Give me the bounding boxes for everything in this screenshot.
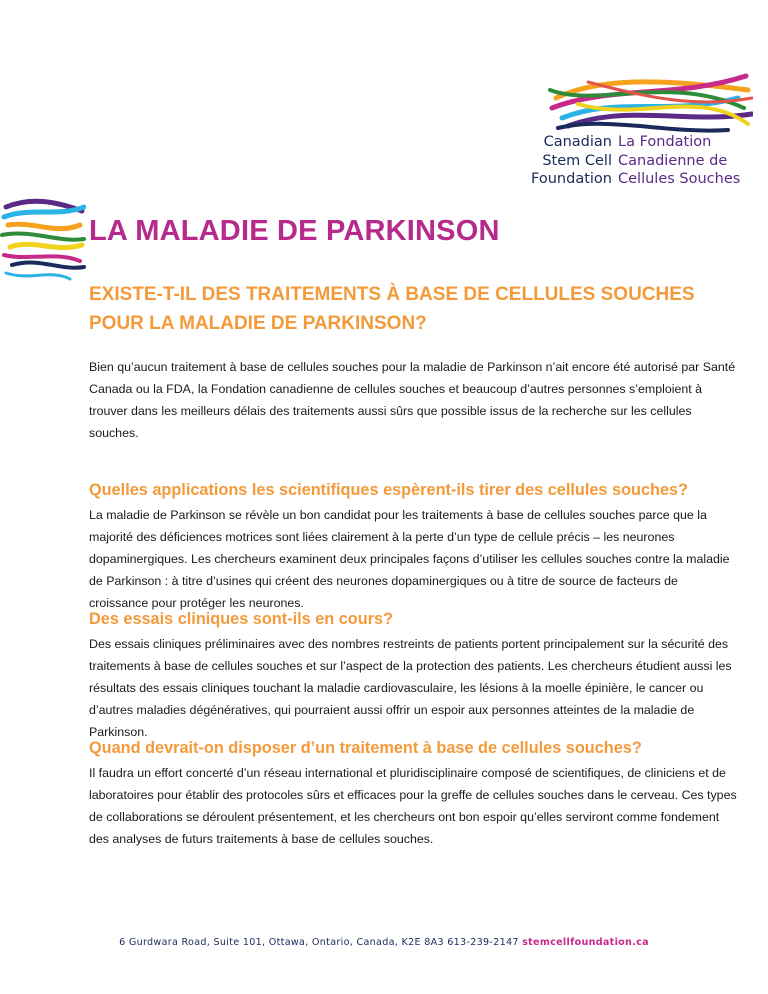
logo-fr-line-2: Canadienne de bbox=[618, 152, 728, 169]
footer-website-link[interactable]: stemcellfoundation.ca bbox=[522, 937, 649, 948]
section-body-timeline: Il faudra un effort concerté d’un réseau international et pluridisciplinaire composé de scientifiques, de cliniciens et de laboratoires pour établir des protocoles sûrs et efficaces pour la greffe de cellules souches dans le cerveau. Ces types de collaborations se déroulent présentement, et les chercheurs ont bon espoir qu’elles serviront comme fondement des analyses de futurs traitements à base de cellules souches. bbox=[89, 766, 737, 846]
section-heading-clinical-trials: Des essais cliniques sont-ils en cours? bbox=[89, 610, 394, 628]
logo-fr-line-1: La Fondation bbox=[618, 134, 712, 150]
intro-paragraph: Bien qu’aucun traitement à base de cellules souches pour la maladie de Parkinson n’ait encore été autorisé par Santé Canada ou la FDA, la Fondation canadienne de cellules souches et beaucoup d’autres personnes s’emploient à trouver dans les meilleurs délais des traitements aussi sûrs que possible issus de la recherche sur les cellules souches. bbox=[89, 360, 736, 440]
footer-address: 6 Gurdwara Road, Suite 101, Ottawa, Ontario, Canada, K2E 8A3 613-239-2147 bbox=[119, 937, 519, 948]
logo-en-line-2: Stem Cell bbox=[542, 152, 612, 169]
page-subtitle: EXISTE-T-IL DES TRAITEMENTS À BASE DE CELLULES SOUCHES POUR LA MALADIE DE PARKINSON? bbox=[89, 284, 695, 334]
logo-en-line-1: Canadian bbox=[543, 134, 612, 150]
side-ribbon-decoration bbox=[0, 195, 86, 285]
logo-en-line-3: Foundation bbox=[531, 171, 612, 187]
logo-row-2 bbox=[530, 152, 750, 171]
section-body-applications: La maladie de Parkinson se révèle un bon candidat pour les traitements à base de cellules souches parce que la majorité des déficiences motrices sont liées clairement à la perte d’un type de cellule précis – les neurones dopaminergiques. Les chercheurs examinent deux principales façons d’utiliser les cellules souches contre la maladie de Parkinson : à titre d’usines qui créent des neurones dopaminergiques ou à titre de source de facteurs de croissance pour protéger les neurones. bbox=[89, 508, 730, 610]
logo-row-1 bbox=[530, 133, 750, 152]
foundation-logo-ribbons bbox=[548, 68, 753, 140]
section-heading-timeline: Quand devrait-on disposer d’un traitement à base de cellules souches? bbox=[89, 739, 642, 757]
logo-row-3 bbox=[530, 170, 750, 189]
page-footer bbox=[0, 937, 768, 948]
page-title: LA MALADIE DE PARKINSON bbox=[89, 215, 500, 247]
logo-fr-line-3: Cellules Souches bbox=[618, 171, 741, 187]
section-body-clinical-trials: Des essais cliniques préliminaires avec des nombres restreints de patients portent principalement sur la sécurité des traitements à base de cellules souches et sur l’aspect de la protection des patients. Les chercheurs étudient aussi les résultats des essais cliniques touchant la maladie cardiovasculaire, les lésions à la moelle épinière, le cancer ou d’autres maladies dégénératives, qui pourraient aussi offrir un espoir aux personnes atteintes de la maladie de Parkinson. bbox=[89, 637, 732, 739]
section-heading-applications: Quelles applications les scientifiques espèrent-ils tirer des cellules souches? bbox=[89, 481, 689, 499]
foundation-logo bbox=[530, 133, 750, 189]
